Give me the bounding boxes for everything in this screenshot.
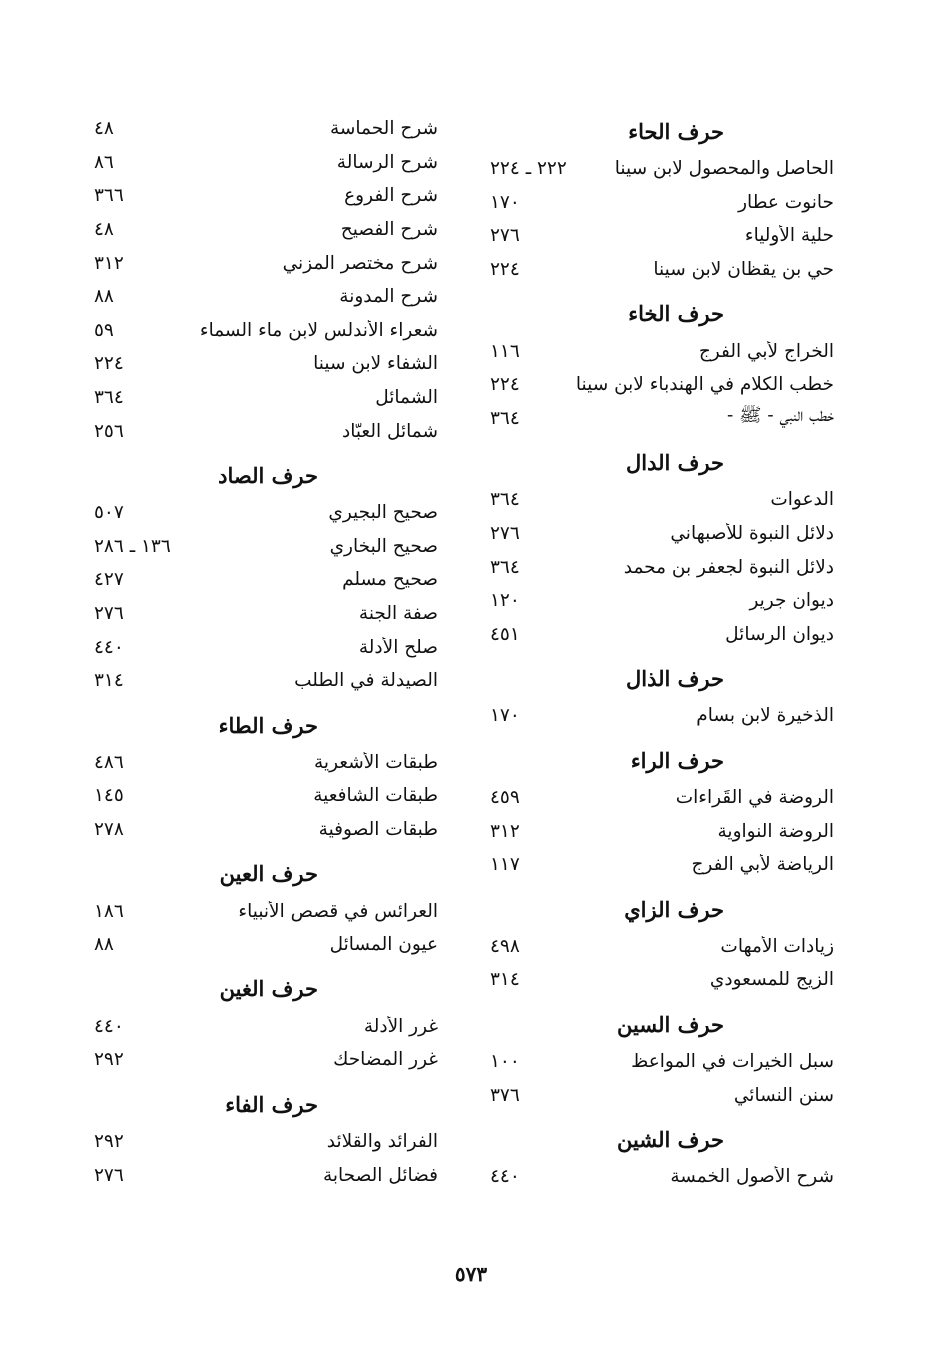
entry-title: شرح الأصول الخمسة xyxy=(670,1166,834,1188)
entry-page-number: ٢٩٢ xyxy=(94,1049,124,1071)
index-entry xyxy=(484,781,834,815)
index-entry xyxy=(88,496,438,530)
entry-title: صحيح البخاري xyxy=(329,535,438,557)
section-heading: حرف الخاء xyxy=(628,301,724,327)
entry-page-number: ٢٧٦ xyxy=(490,523,520,545)
index-entry xyxy=(484,550,834,584)
entry-title: صفة الجنة xyxy=(358,603,438,625)
page-number: ٥٧٣ xyxy=(454,1262,488,1286)
entry-title: شرح الفروع xyxy=(344,185,438,207)
entry-page-number: ١١٧ xyxy=(490,854,520,876)
entry-page-number: ٤٤٠ xyxy=(94,636,124,658)
section-heading: حرف الحاء xyxy=(628,119,724,144)
index-entry xyxy=(484,963,834,997)
entry-page-number: ٢٩٢ xyxy=(94,1130,124,1152)
entry-page-number: ٤٨ xyxy=(94,219,114,241)
entry-title: شرح مختصر المزني xyxy=(282,252,438,274)
section-heading: حرف السين xyxy=(617,1011,724,1037)
index-entry xyxy=(88,664,438,698)
section-heading: حرف الزاي xyxy=(624,896,724,922)
entry-page-number: ١١٦ xyxy=(490,340,520,362)
entry-title: العرائس في قصص الأنبياء xyxy=(238,900,438,922)
entry-page-number: ١٧٠ xyxy=(490,705,520,727)
index-entry xyxy=(88,246,438,280)
index-entry xyxy=(88,112,438,146)
index-entry xyxy=(484,930,834,964)
index-column-left xyxy=(88,112,438,1192)
entry-title: الشمائل xyxy=(375,387,438,409)
section-heading: حرف الغين xyxy=(219,976,318,1002)
entry-page-number: ٢٢٢ ـ ٢٢٤ xyxy=(490,158,567,180)
entry-title: الحاصل والمحصول لابن سينا xyxy=(614,158,834,180)
index-entry xyxy=(88,414,438,448)
entry-page-number: ٣٦٦ xyxy=(94,185,124,207)
entry-title: خطب النبي - ﷺ - xyxy=(726,405,834,427)
entry-title: خطب الكلام في الهندباء لابن سينا xyxy=(575,374,834,396)
entry-title: حي بن يقظان لابن سينا xyxy=(653,259,834,281)
index-entry xyxy=(88,146,438,180)
entry-title: شرح الحماسة xyxy=(329,118,438,140)
entry-page-number: ٢٢٤ xyxy=(490,259,520,281)
index-entry xyxy=(484,848,834,882)
entry-page-number: ٢٢٤ xyxy=(94,353,124,375)
entry-page-number: ٣١٤ xyxy=(94,670,124,692)
entry-title: الصيدلة في الطلب xyxy=(294,670,438,692)
index-entry xyxy=(88,1009,438,1043)
entry-title: شرح الرسالة xyxy=(336,151,438,173)
entry-title: الرياضة لأبي الفرج xyxy=(691,854,834,876)
entry-page-number: ٢٧٨ xyxy=(94,818,124,840)
entry-page-number: ٣٦٤ xyxy=(94,387,124,409)
entry-page-number: ٢٧٦ xyxy=(490,225,520,247)
index-entry xyxy=(88,630,438,664)
entry-page-number: ٥٩ xyxy=(94,319,114,341)
index-entry xyxy=(88,928,438,962)
section-heading: حرف الدال xyxy=(626,450,724,476)
index-entry xyxy=(88,530,438,564)
entry-page-number: ١٣٦ ـ ٢٨٦ xyxy=(94,535,171,557)
entry-title: ديوان جرير xyxy=(749,590,834,612)
entry-page-number: ٨٦ xyxy=(94,151,114,173)
index-entry xyxy=(484,1160,834,1194)
index-entry xyxy=(484,368,834,402)
index-entry xyxy=(88,894,438,928)
section-heading: حرف الشين xyxy=(617,1126,724,1152)
entry-title: حانوت عطار xyxy=(738,191,834,213)
index-entry xyxy=(484,253,834,287)
index-entry xyxy=(484,483,834,517)
index-column-right xyxy=(484,112,834,1193)
entry-title: شرح الفصيح xyxy=(340,219,438,241)
entry-title: الفرائد والقلائد xyxy=(326,1130,438,1152)
entry-title: شرح المدونة xyxy=(339,286,438,308)
section-heading: حرف الراء xyxy=(630,747,724,773)
index-entry xyxy=(484,517,834,551)
section-heading: حرف الفاء xyxy=(225,1091,318,1117)
index-entry xyxy=(484,618,834,652)
entry-page-number: ٣١٢ xyxy=(94,252,124,274)
index-entry xyxy=(88,1125,438,1159)
index-entry xyxy=(88,597,438,631)
index-entry xyxy=(88,314,438,348)
entry-page-number: ١٨٦ xyxy=(94,900,124,922)
index-entry xyxy=(484,402,834,436)
entry-page-number: ١٢٠ xyxy=(490,590,520,612)
section-heading: حرف الصاد xyxy=(218,462,318,488)
entry-page-number: ٣٧٦ xyxy=(490,1084,520,1106)
entry-title: صلح الأدلة xyxy=(358,636,438,658)
section-heading: حرف الطاء xyxy=(218,712,318,738)
entry-page-number: ٨٨ xyxy=(94,286,114,308)
entry-page-number: ٨٨ xyxy=(94,934,114,956)
entry-title: الروضة النواوية xyxy=(717,820,834,842)
index-entry xyxy=(88,1043,438,1077)
entry-page-number: ١٠٠ xyxy=(490,1050,520,1072)
index-entry xyxy=(88,563,438,597)
index-entry xyxy=(88,179,438,213)
entry-title: سنن النسائي xyxy=(733,1084,834,1106)
entry-page-number: ٤٤٠ xyxy=(94,1015,124,1037)
entry-title: صحيح مسلم xyxy=(342,569,438,591)
entry-title: شمائل العبّاد xyxy=(341,420,438,442)
entry-title: طبقات الشافعية xyxy=(313,785,438,807)
entry-title: دلائل النبوة للأصبهاني xyxy=(670,523,834,545)
entry-title: زيادات الأمهات xyxy=(720,935,834,957)
entry-title: الروضة في القَراءات xyxy=(675,787,834,809)
entry-title: طبقات الصوفية xyxy=(318,818,438,840)
index-entry xyxy=(484,219,834,253)
entry-title: سبل الخيرات في المواعظ xyxy=(631,1050,834,1072)
entry-page-number: ١٤٥ xyxy=(94,785,124,807)
entry-page-number: ٤٢٧ xyxy=(94,569,124,591)
entry-page-number: ٤٥١ xyxy=(490,623,520,645)
index-entry xyxy=(88,779,438,813)
entry-title: صحيح البجيري xyxy=(328,502,438,524)
entry-page-number: ٥٠٧ xyxy=(94,502,124,524)
entry-title: الدعوات xyxy=(770,489,834,511)
entry-page-number: ٣١٢ xyxy=(490,820,520,842)
index-entry xyxy=(88,347,438,381)
entry-title: عيون المسائل xyxy=(329,934,438,956)
index-entry xyxy=(484,1045,834,1079)
entry-page-number: ٣٦٤ xyxy=(490,407,520,429)
entry-title: حلية الأولياء xyxy=(744,225,834,247)
entry-title: غرر الأدلة xyxy=(363,1015,438,1037)
section-heading: حرف العين xyxy=(219,861,318,887)
entry-page-number: ٤٥٩ xyxy=(490,787,520,809)
entry-title: الزيج للمسعودي xyxy=(709,969,834,991)
entry-title: دلائل النبوة لجعفر بن محمد xyxy=(623,556,834,578)
index-entry xyxy=(88,381,438,415)
entry-page-number: ٢٧٦ xyxy=(94,603,124,625)
entry-page-number: ٢٢٤ xyxy=(490,374,520,396)
entry-page-number: ٣١٤ xyxy=(490,969,520,991)
index-entry xyxy=(484,1078,834,1112)
index-entry xyxy=(88,213,438,247)
index-entry xyxy=(88,746,438,780)
entry-page-number: ١٧٠ xyxy=(490,191,520,213)
index-entry xyxy=(484,152,834,186)
index-entry xyxy=(484,186,834,220)
entry-page-number: ٢٧٦ xyxy=(94,1164,124,1186)
entry-title: الخراج لأبي الفرج xyxy=(698,340,834,362)
entry-title: ديوان الرسائل xyxy=(725,623,834,645)
index-entry xyxy=(88,280,438,314)
index-entry xyxy=(88,813,438,847)
section-heading: حرف الذال xyxy=(626,666,724,692)
entry-page-number: ٢٥٦ xyxy=(94,420,124,442)
index-entry xyxy=(484,699,834,733)
index-entry xyxy=(484,334,834,368)
entry-title: فضائل الصحابة xyxy=(322,1164,438,1186)
entry-page-number: ٤٩٨ xyxy=(490,935,520,957)
entry-title: الشفاء لابن سينا xyxy=(313,353,438,375)
entry-page-number: ٤٤٠ xyxy=(490,1166,520,1188)
entry-page-number: ٣٦٤ xyxy=(490,489,520,511)
entry-title: غرر المضاحك xyxy=(333,1049,438,1071)
index-entry xyxy=(88,1158,438,1192)
entry-page-number: ٤٨٦ xyxy=(94,751,124,773)
entry-title: طبقات الأشعرية xyxy=(314,751,438,773)
index-entry xyxy=(484,814,834,848)
entry-page-number: ٣٦٤ xyxy=(490,556,520,578)
entry-title: الذخيرة لابن بسام xyxy=(696,705,834,727)
entry-title: شعراء الأندلس لابن ماء السماء xyxy=(199,319,438,341)
index-entry xyxy=(484,584,834,618)
entry-page-number: ٤٨ xyxy=(94,118,114,140)
